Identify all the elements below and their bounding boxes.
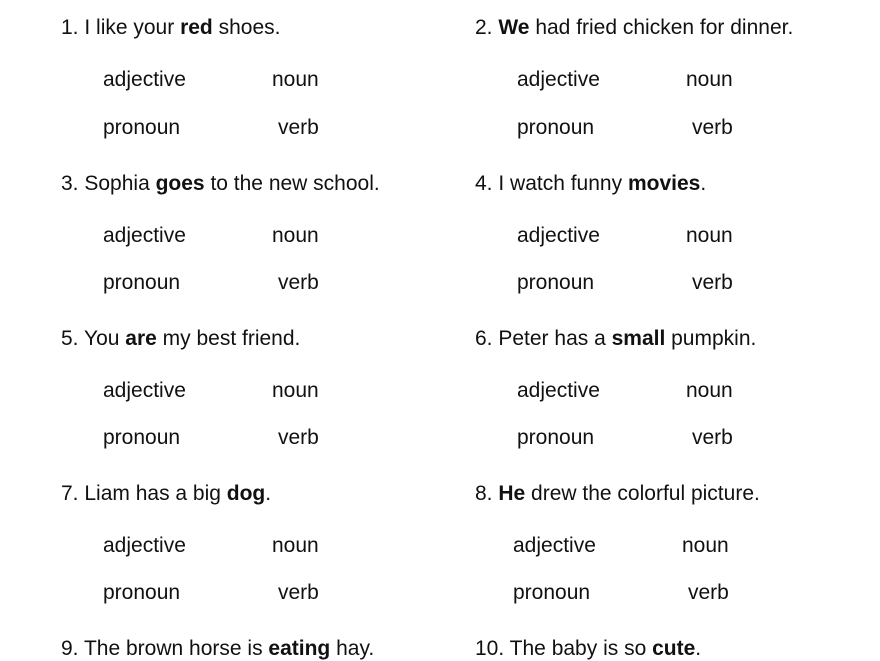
target-word: cute xyxy=(652,637,696,660)
option-pronoun[interactable]: pronoun xyxy=(103,581,181,604)
target-word: He xyxy=(498,482,526,505)
question-sentence xyxy=(61,327,300,351)
option-adjective[interactable]: adjective xyxy=(103,224,186,247)
option-pronoun[interactable]: pronoun xyxy=(517,271,595,294)
question-number: 6. xyxy=(475,327,493,350)
target-word: eating xyxy=(268,637,331,660)
option-adjective[interactable]: adjective xyxy=(103,534,186,557)
target-word: goes xyxy=(155,172,205,195)
sentence-text-before: Sophia xyxy=(84,172,156,195)
option-noun[interactable]: noun xyxy=(686,379,733,402)
question-sentence xyxy=(61,482,271,506)
option-pronoun[interactable]: pronoun xyxy=(103,271,181,294)
sentence-text-after: . xyxy=(265,482,272,505)
sentence-text-after: shoes. xyxy=(212,16,281,39)
option-adjective[interactable]: adjective xyxy=(517,68,600,91)
sentence-text-after: had fried chicken for dinner. xyxy=(529,16,794,39)
question-sentence xyxy=(61,637,374,661)
sentence-text-before: I watch funny xyxy=(498,172,628,195)
option-noun[interactable]: noun xyxy=(272,68,319,91)
question-number: 8. xyxy=(475,482,493,505)
question-number: 5. xyxy=(61,327,79,350)
option-adjective[interactable]: adjective xyxy=(517,224,600,247)
option-noun[interactable]: noun xyxy=(272,379,319,402)
question-number: 2. xyxy=(475,16,493,39)
question-number: 7. xyxy=(61,482,79,505)
sentence-text-before: You xyxy=(83,327,126,350)
sentence-text-after: . xyxy=(695,637,702,660)
question-sentence xyxy=(475,637,701,661)
target-word: are xyxy=(125,327,157,350)
question-sentence xyxy=(61,172,380,196)
option-adjective[interactable]: adjective xyxy=(103,379,186,402)
target-word: small xyxy=(611,327,666,350)
option-verb[interactable]: verb xyxy=(278,116,319,139)
option-adjective[interactable]: adjective xyxy=(103,68,186,91)
option-noun[interactable]: noun xyxy=(682,534,729,557)
option-pronoun[interactable]: pronoun xyxy=(517,116,595,139)
option-verb[interactable]: verb xyxy=(692,426,733,449)
option-verb[interactable]: verb xyxy=(692,116,733,139)
option-pronoun[interactable]: pronoun xyxy=(103,426,181,449)
sentence-text-after: drew the colorful picture. xyxy=(525,482,760,505)
option-verb[interactable]: verb xyxy=(278,581,319,604)
option-adjective[interactable]: adjective xyxy=(513,534,596,557)
sentence-text-after: my best friend. xyxy=(156,327,301,350)
question-number: 10. xyxy=(475,637,505,660)
option-noun[interactable]: noun xyxy=(686,224,733,247)
option-verb[interactable]: verb xyxy=(688,581,729,604)
question-number: 9. xyxy=(61,637,79,660)
target-word: We xyxy=(498,16,530,39)
sentence-text-after: . xyxy=(700,172,707,195)
option-noun[interactable]: noun xyxy=(686,68,733,91)
question-number: 1. xyxy=(61,16,79,39)
question-sentence xyxy=(475,482,760,506)
option-noun[interactable]: noun xyxy=(272,224,319,247)
sentence-text-after: to the new school. xyxy=(204,172,380,195)
option-pronoun[interactable]: pronoun xyxy=(103,116,181,139)
sentence-text-after: pumpkin. xyxy=(665,327,757,350)
question-sentence xyxy=(475,172,706,196)
option-verb[interactable]: verb xyxy=(278,426,319,449)
sentence-text-before: Peter has a xyxy=(498,327,612,350)
question-sentence xyxy=(61,16,280,40)
target-word: dog xyxy=(226,482,266,505)
sentence-text-before: The brown horse is xyxy=(83,637,269,660)
option-noun[interactable]: noun xyxy=(272,534,319,557)
question-number: 3. xyxy=(61,172,79,195)
sentence-text-before: The baby is so xyxy=(509,637,653,660)
question-sentence xyxy=(475,327,756,351)
sentence-text-after: hay. xyxy=(330,637,375,660)
target-word: red xyxy=(180,16,213,39)
option-verb[interactable]: verb xyxy=(692,271,733,294)
option-adjective[interactable]: adjective xyxy=(517,379,600,402)
target-word: movies xyxy=(627,172,701,195)
sentence-text-before: I like your xyxy=(84,16,181,39)
question-number: 4. xyxy=(475,172,493,195)
option-pronoun[interactable]: pronoun xyxy=(517,426,595,449)
question-sentence xyxy=(475,16,793,40)
option-pronoun[interactable]: pronoun xyxy=(513,581,591,604)
option-verb[interactable]: verb xyxy=(278,271,319,294)
sentence-text-before: Liam has a big xyxy=(84,482,227,505)
